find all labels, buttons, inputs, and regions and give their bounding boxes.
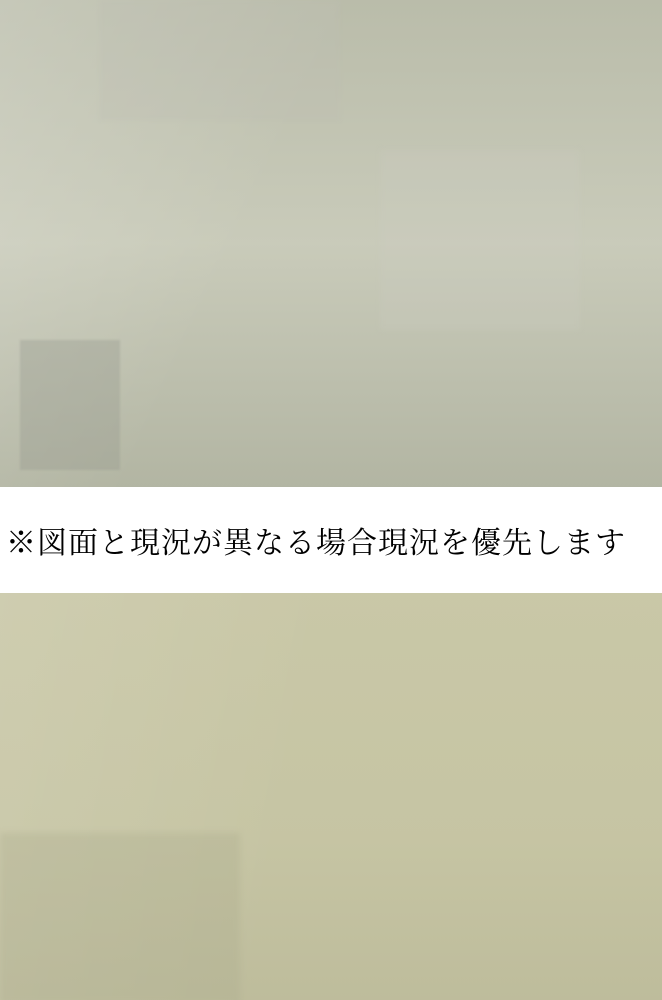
disclaimer-note-text: ※図面と現況が異なる場合現況を優先します bbox=[6, 527, 626, 560]
paper-smudge bbox=[0, 833, 240, 1000]
paper-smudge bbox=[380, 150, 580, 330]
first-floor-plan-panel bbox=[0, 0, 662, 487]
paper-smudge bbox=[20, 340, 120, 470]
disclaimer-note-band bbox=[0, 487, 662, 593]
second-floor-plan-panel bbox=[0, 593, 662, 1000]
paper-smudge bbox=[100, 0, 340, 120]
